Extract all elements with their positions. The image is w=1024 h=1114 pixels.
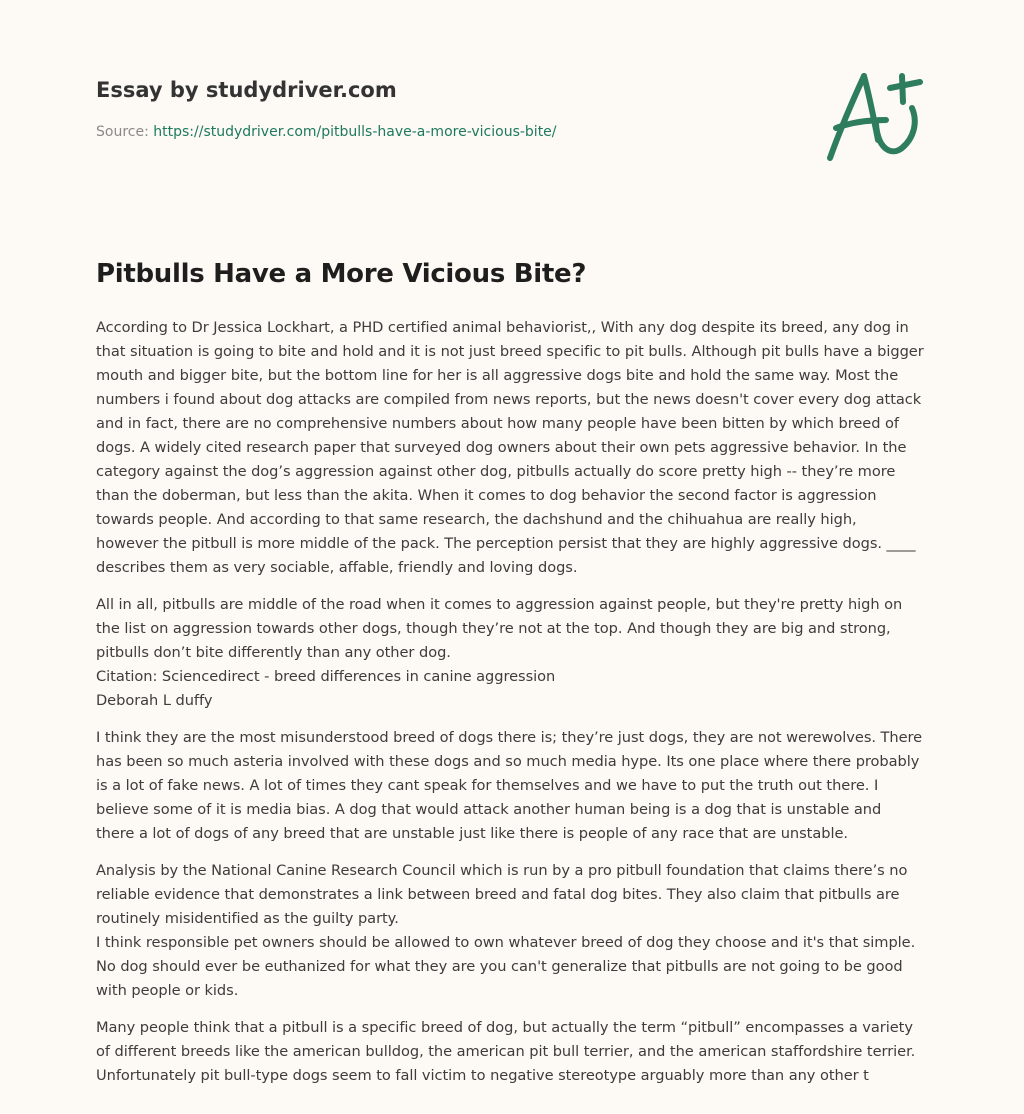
text-line: that situation is going to bite and hold and it is not just breed specific to pit bulls. Although pit bulls have a bigger: [96, 343, 924, 360]
text-line: the list on aggression towards other dogs, though they’re not at the top. And though they are big and strong,: [96, 620, 891, 637]
text-line: numbers i found about dog attacks are compiled from news reports, but the news doesn't cover every dog attack: [96, 391, 922, 408]
essay-header: [96, 76, 796, 141]
text-line: Many people think that a pitbull is a specific breed of dog, but actually the term “pitbull” encompasses a variety: [96, 1019, 913, 1036]
paragraph-2: [96, 593, 936, 713]
text-line: No dog should ever be euthanized for what they are you can't generalize that pitbulls are not going to be good: [96, 958, 903, 975]
text-line: I think they are the most misunderstood breed of dogs there is; they’re just dogs, they are not werewolves. There: [96, 729, 923, 746]
paragraph-3: [96, 726, 936, 846]
source-label: Source:: [96, 124, 154, 140]
source-line: [96, 123, 796, 141]
citation-line: Citation: Sciencedirect - breed differences in canine aggression: [96, 668, 556, 685]
source-link[interactable]: https://studydriver.com/pitbulls-have-a-more-vicious-bite/: [153, 124, 557, 140]
text-line: towards people. And according to that same research, the dachshund and the chihuahua are really high,: [96, 511, 857, 528]
text-line: According to Dr Jessica Lockhart, a PHD certified animal behaviorist,, With any dog despite its breed, any dog in: [96, 319, 909, 336]
paragraph-4: [96, 859, 936, 1003]
text-line: Analysis by the National Canine Research Council which is run by a pro pitbull foundation that claims there’s no: [96, 862, 908, 879]
essay-body: [96, 316, 936, 1101]
site-title: Essay by studydriver.com: [96, 78, 397, 102]
text-line: reliable evidence that demonstrates a link between breed and fatal dog bites. They also claim that pitbulls are: [96, 886, 900, 903]
citation-author: Deborah L duffy: [96, 692, 213, 709]
text-line: and in fact, there are no comprehensive numbers about how many people have been bitten by which breed of: [96, 415, 899, 432]
text-line: with people or kids.: [96, 982, 239, 999]
paragraph-1: [96, 316, 936, 580]
text-line: dogs. A widely cited research paper that surveyed dog owners about their own pets aggressive behavior. In the: [96, 439, 907, 456]
paragraph-5: [96, 1016, 936, 1088]
text-line: is a lot of fake news. A lot of times they cant speak for themselves and we have to put the truth out there. I: [96, 777, 879, 794]
text-line: mouth and bigger bite, but the bottom line for her is all aggressive dogs bite and hold the same way. Most the: [96, 367, 899, 384]
text-line: however the pitbull is more middle of the pack. The perception persist that they are highly aggressive dogs. ____: [96, 535, 916, 552]
text-line: routinely misidentified as the guilty party.: [96, 910, 399, 927]
text-line: I think responsible pet owners should be allowed to own whatever breed of dog they choose and it's that simple.: [96, 934, 916, 951]
text-line: pitbulls don’t bite differently than any other dog.: [96, 644, 451, 661]
essay-title: Pitbulls Have a More Vicious Bite?: [96, 259, 587, 289]
text-line: has been so much asteria involved with these dogs and so much media hype. Its one place where there probably: [96, 753, 920, 770]
text-line: there a lot of dogs of any breed that are unstable just like there is people of any race that are unstable.: [96, 825, 848, 842]
text-line: Unfortunately pit bull-type dogs seem to fall victim to negative stereotype arguably more than any other t: [96, 1067, 869, 1084]
text-line: believe some of it is media bias. A dog that would attack another human being is a dog that is unstable and: [96, 801, 882, 818]
text-line: of different breeds like the american bulldog, the american pit bull terrier, and the american staffordshire terrier.: [96, 1043, 916, 1060]
a-plus-grade-icon: [822, 64, 932, 168]
text-line: category against the dog’s aggression against other dog, pitbulls actually do score pretty high -- they’re more: [96, 463, 896, 480]
text-line: than the doberman, but less than the akita. When it comes to dog behavior the second factor is aggression: [96, 487, 877, 504]
text-line: describes them as very sociable, affable, friendly and loving dogs.: [96, 559, 578, 576]
text-line: All in all, pitbulls are middle of the road when it comes to aggression against people, but they're pretty high on: [96, 596, 903, 613]
